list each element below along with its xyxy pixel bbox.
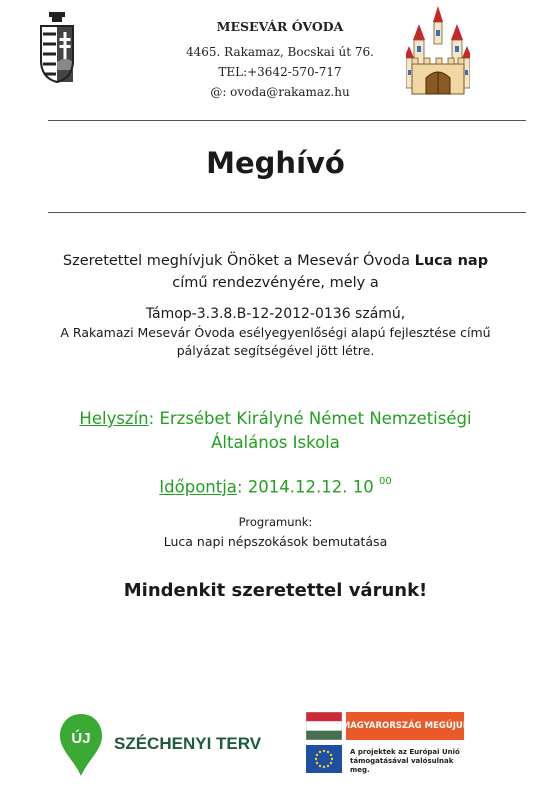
title-divider — [48, 212, 526, 213]
invitation-line-1 — [20, 250, 531, 272]
invitation-text — [20, 250, 531, 294]
street-address: 4465. Rakamaz, Bocskai út 76. — [186, 44, 374, 59]
event-name: Luca nap — [414, 253, 489, 269]
venue — [20, 407, 531, 455]
time-value: : 2014.12.12. 10 — [236, 477, 374, 497]
szechenyi-logo-text: SZÉCHENYI TERV — [114, 734, 262, 753]
kindergarten-name: MESEVÁR ÓVODA — [216, 19, 344, 34]
time-label: Időpontja — [159, 477, 237, 497]
szechenyi-badge-text: ÚJ — [71, 730, 91, 747]
eu-support-text — [350, 748, 470, 775]
eu-support-line-2: támogatásával valósulnak meg. — [350, 757, 454, 774]
venue-line-2: Általános Iskola — [211, 433, 340, 452]
kindergarten-address — [130, 18, 430, 103]
program-section — [20, 513, 531, 551]
venue-name: : Erzsébet Királyné Német Nemzetiségi — [148, 409, 472, 428]
eu-flag-icon — [306, 745, 342, 773]
phone-number: TEL:+3642-570-717 — [218, 64, 342, 79]
program-text: Luca napi népszokások bemutatása — [163, 534, 388, 549]
program-heading: Programunk: — [238, 515, 313, 529]
hungarian-flag-icon — [306, 712, 342, 740]
top-divider — [48, 120, 526, 121]
eu-support-line-1: A projektek az Európai Unió — [350, 748, 460, 756]
venue-line-1 — [20, 407, 531, 431]
email-address: @: ovoda@rakamaz.hu — [210, 84, 350, 99]
coat-of-arms-icon — [38, 12, 76, 84]
event-time — [20, 472, 531, 500]
project-description-2: pályázat segítségével jött létre. — [176, 343, 375, 358]
closing-message: Mindenkit szeretettel várunk! — [123, 580, 428, 601]
venue-label: Helyszín — [79, 409, 149, 428]
project-description: A Rakamazi Mesevár Óvoda esélyegyenlőségi alapú fejlesztése című — [60, 325, 491, 340]
letterhead — [0, 0, 551, 120]
page-title: Meghívó — [206, 146, 345, 180]
invitation-line-1-text: Szeretettel meghívjuk Önöket a Mesevár Óvoda — [62, 253, 415, 269]
project-code: Támop-3.3.8.B-12-2012-0136 számú, — [145, 306, 406, 322]
invitation-line-2: című rendezvényére, mely a — [172, 275, 379, 291]
project-info — [20, 304, 531, 360]
szechenyi-terv-logo — [58, 712, 288, 782]
castle-icon — [406, 6, 470, 98]
magyarorszag-megujul-banner: MAGYARORSZÁG MEGÚJUL — [346, 712, 464, 740]
time-minutes: 00 — [378, 476, 392, 487]
szechenyi-badge-icon — [58, 712, 104, 778]
